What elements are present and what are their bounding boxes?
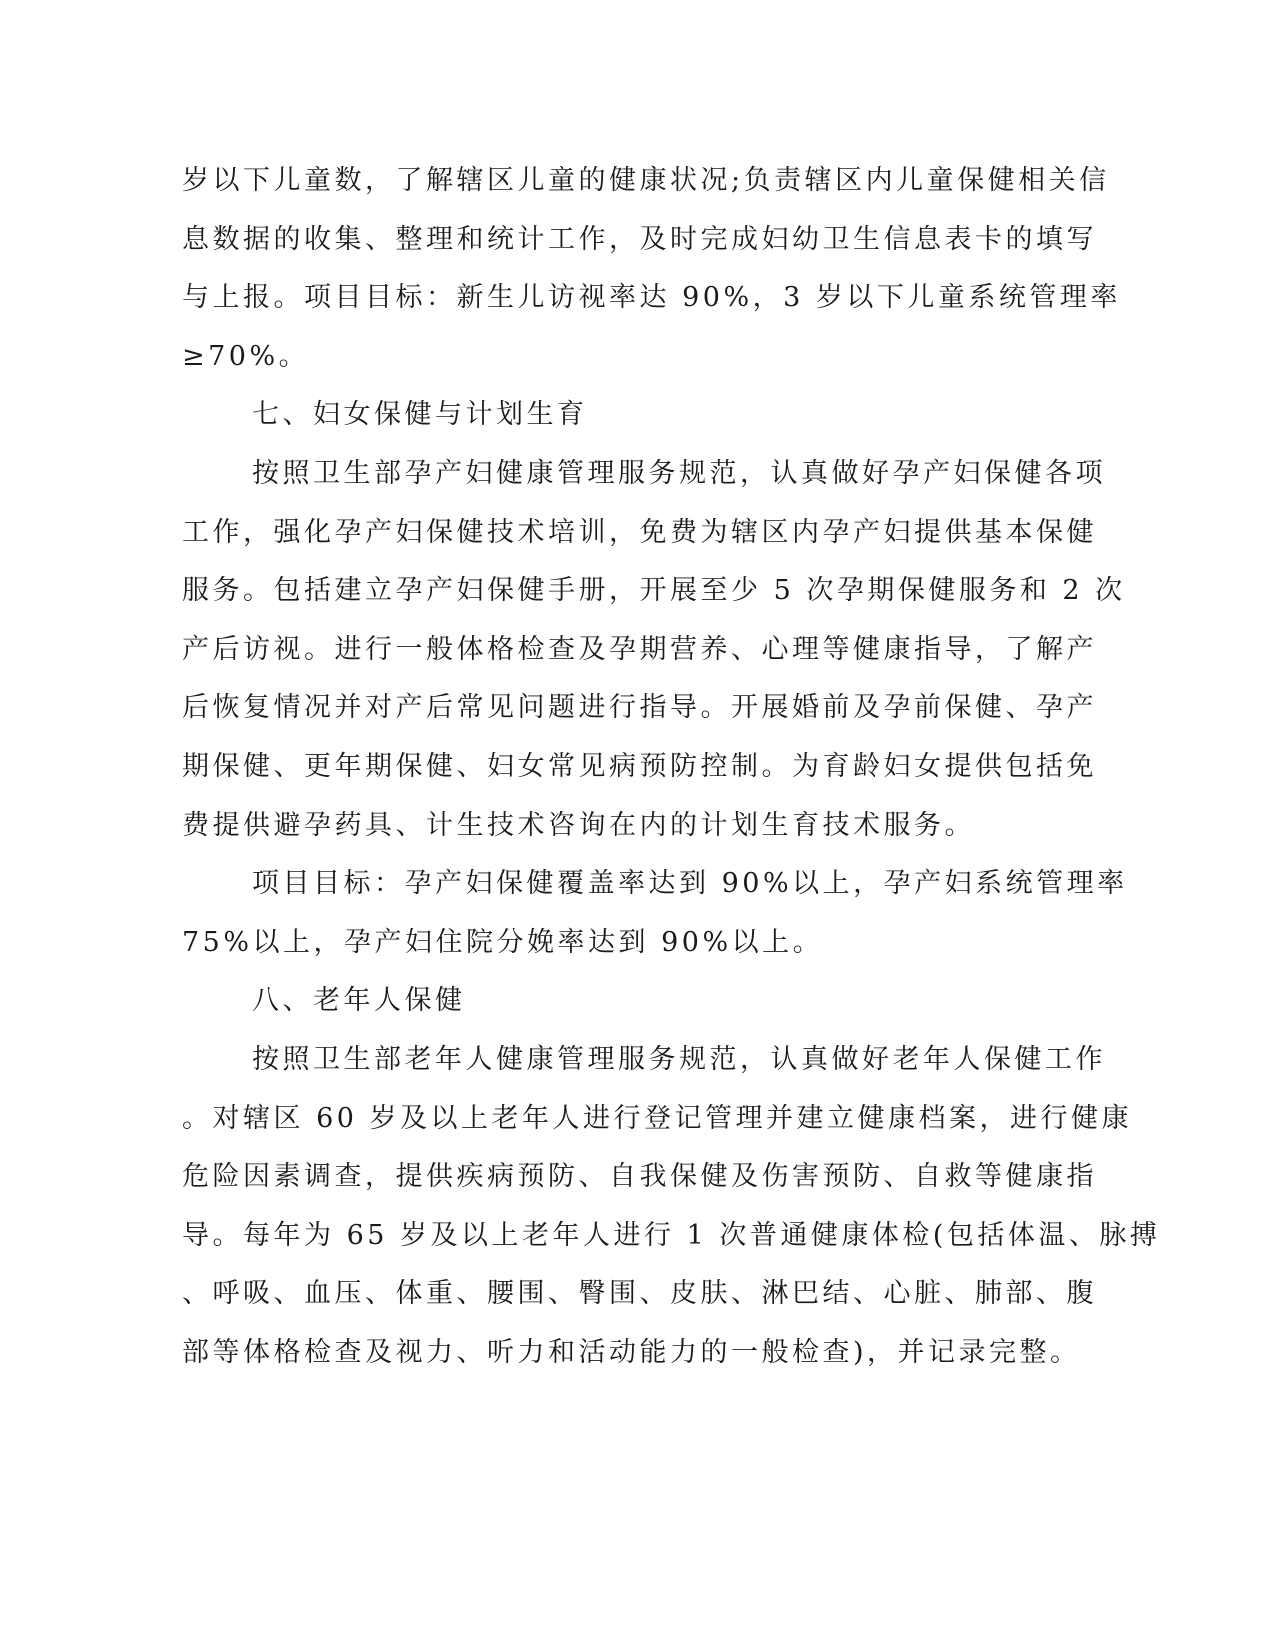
text-line: 息数据的收集、整理和统计工作，及时完成妇幼卫生信息表卡的填写 — [182, 223, 1097, 255]
heading-text: 八、老年人保健 — [252, 985, 466, 1017]
text-line: 按照卫生部孕产妇健康管理服务规范，认真做好孕产妇保健各项 — [252, 457, 1106, 489]
paragraph-maternal-targets — [182, 855, 1128, 972]
text-line: 。对辖区 60 岁及以上老年人进行登记管理并建立健康档案，进行健康 — [182, 1102, 1133, 1134]
text-line: 项目目标：孕产妇保健覆盖率达到 90%以上，孕产妇系统管理率 — [252, 868, 1128, 900]
text-line: 、呼吸、血压、体重、腰围、臀围、皮肤、淋巴结、心脏、肺部、腹 — [182, 1278, 1097, 1310]
text-line: 按照卫生部老年人健康管理服务规范，认真做好老年人保健工作 — [252, 1043, 1106, 1075]
text-line: 工作，强化孕产妇保健技术培训，免费为辖区内孕产妇提供基本保健 — [182, 516, 1097, 548]
text-line: 后恢复情况并对产后常见问题进行指导。开展婚前及孕前保健、孕产 — [182, 692, 1097, 724]
text-line: 服务。包括建立孕产妇保健手册，开展至少 5 次孕期保健服务和 2 次 — [182, 575, 1126, 607]
text-line: ≥70%。 — [182, 340, 310, 372]
text-line: 与上报。项目目标：新生儿访视率达 90%，3 岁以下儿童系统管理率 — [182, 282, 1121, 314]
paragraph-maternal-services — [182, 445, 1126, 855]
text-line: 导。每年为 65 岁及以上老年人进行 1 次普通健康体检(包括体温、脉搏 — [182, 1219, 1161, 1251]
text-line: 产后访视。进行一般体格检查及孕期营养、心理等健康指导，了解产 — [182, 633, 1097, 665]
text-line: 岁以下儿童数，了解辖区儿童的健康状况;负责辖区内儿童保健相关信 — [182, 165, 1110, 196]
text-line: 部等体格检查及视力、听力和活动能力的一般检查)，并记录完整。 — [182, 1336, 1081, 1368]
text-line: 75%以上，孕产妇住院分娩率达到 90%以上。 — [182, 926, 824, 958]
paragraph-child-health-continuation — [182, 152, 1121, 386]
section-heading-elderly-health — [182, 972, 1032, 1031]
text-line: 期保健、更年期保健、妇女常见病预防控制。为育龄妇女提供包括免 — [182, 750, 1097, 782]
text-line: 费提供避孕药具、计生技术咨询在内的计划生育技术服务。 — [182, 809, 975, 841]
section-heading-women-health — [182, 386, 1032, 445]
heading-text: 七、妇女保健与计划生育 — [252, 399, 588, 431]
paragraph-elderly-services — [182, 1031, 1161, 1383]
document-page — [182, 152, 1161, 1382]
text-line: 危险因素调查，提供疾病预防、自我保健及伤害预防、自救等健康指 — [182, 1161, 1097, 1193]
